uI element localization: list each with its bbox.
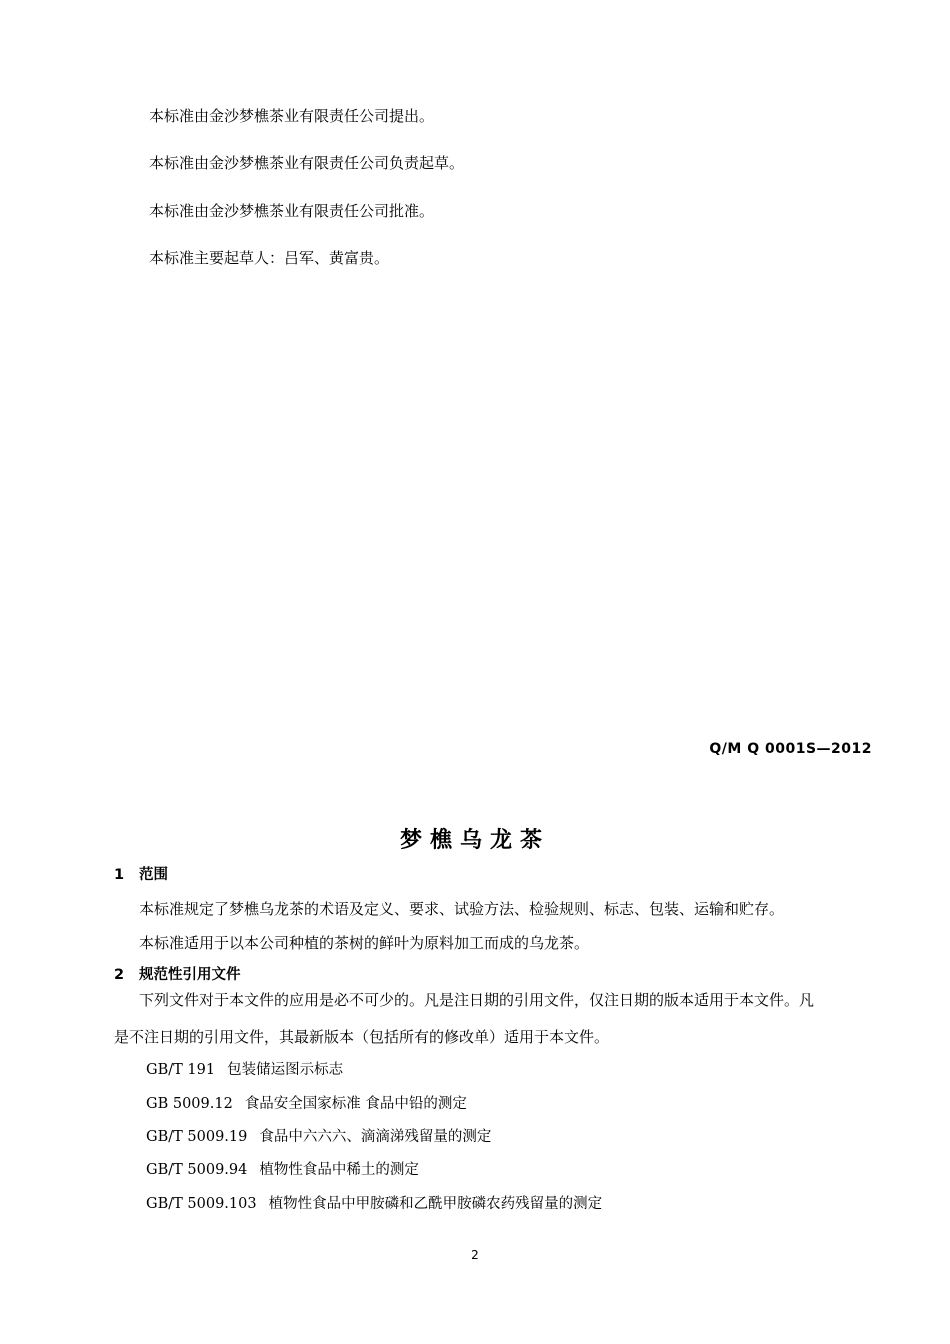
reference-title: 包装储运图示标志 [227,1062,344,1078]
foreword-proposer: 本标准由金沙梦樵茶业有限责任公司提出。 [149,107,435,125]
reference-code: GB/T 5009.103 [146,1196,257,1212]
reference-code: GB/T 191 [146,1062,216,1078]
reference-item [146,1194,602,1214]
section-2-title: 规范性引用文件 [139,967,241,983]
reference-item [146,1094,467,1114]
reference-title: 食品中六六六、滴滴涕残留量的测定 [259,1129,492,1145]
section-2-heading [114,965,241,985]
section-2-number: 2 [114,967,125,983]
reference-item [146,1127,491,1147]
section-2-intro-line-1: 下列文件对于本文件的应用是必不可少的。凡是注日期的引用文件，仅注日期的版本适用于本文件。凡 [139,991,815,1009]
standard-code: Q/M Q 0001S—2012 [709,741,872,757]
foreword-drafter: 本标准由金沙梦樵茶业有限责任公司负责起草。 [149,154,465,172]
section-1-applicability-paragraph: 本标准适用于以本公司种植的茶树的鲜叶为原料加工而成的乌龙茶。 [139,934,590,952]
document-title: 梦樵乌龙茶 [399,828,550,853]
reference-item [146,1060,343,1080]
section-1-heading [114,865,168,885]
reference-code: GB/T 5009.94 [146,1162,248,1178]
reference-title: 植物性食品中稀土的测定 [259,1162,419,1178]
reference-code: GB/T 5009.19 [146,1129,248,1145]
foreword-authors: 本标准主要起草人：吕军、黄富贵。 [149,249,390,267]
reference-item [146,1160,419,1180]
reference-title: 植物性食品中甲胺磷和乙酰甲胺磷农药残留量的测定 [268,1196,603,1212]
page-number: 2 [471,1248,479,1262]
section-1-title: 范围 [139,867,168,883]
foreword-approver: 本标准由金沙梦樵茶业有限责任公司批准。 [149,202,435,220]
reference-title: 食品安全国家标准 食品中铅的测定 [244,1096,467,1112]
reference-code: GB 5009.12 [146,1096,233,1112]
section-2-intro-line-2: 是不注日期的引用文件，其最新版本（包括所有的修改单）适用于本文件。 [114,1028,610,1046]
section-1-number: 1 [114,867,125,883]
section-1-scope-paragraph: 本标准规定了梦樵乌龙茶的术语及定义、要求、试验方法、检验规则、标志、包装、运输和贮存。 [139,900,785,918]
